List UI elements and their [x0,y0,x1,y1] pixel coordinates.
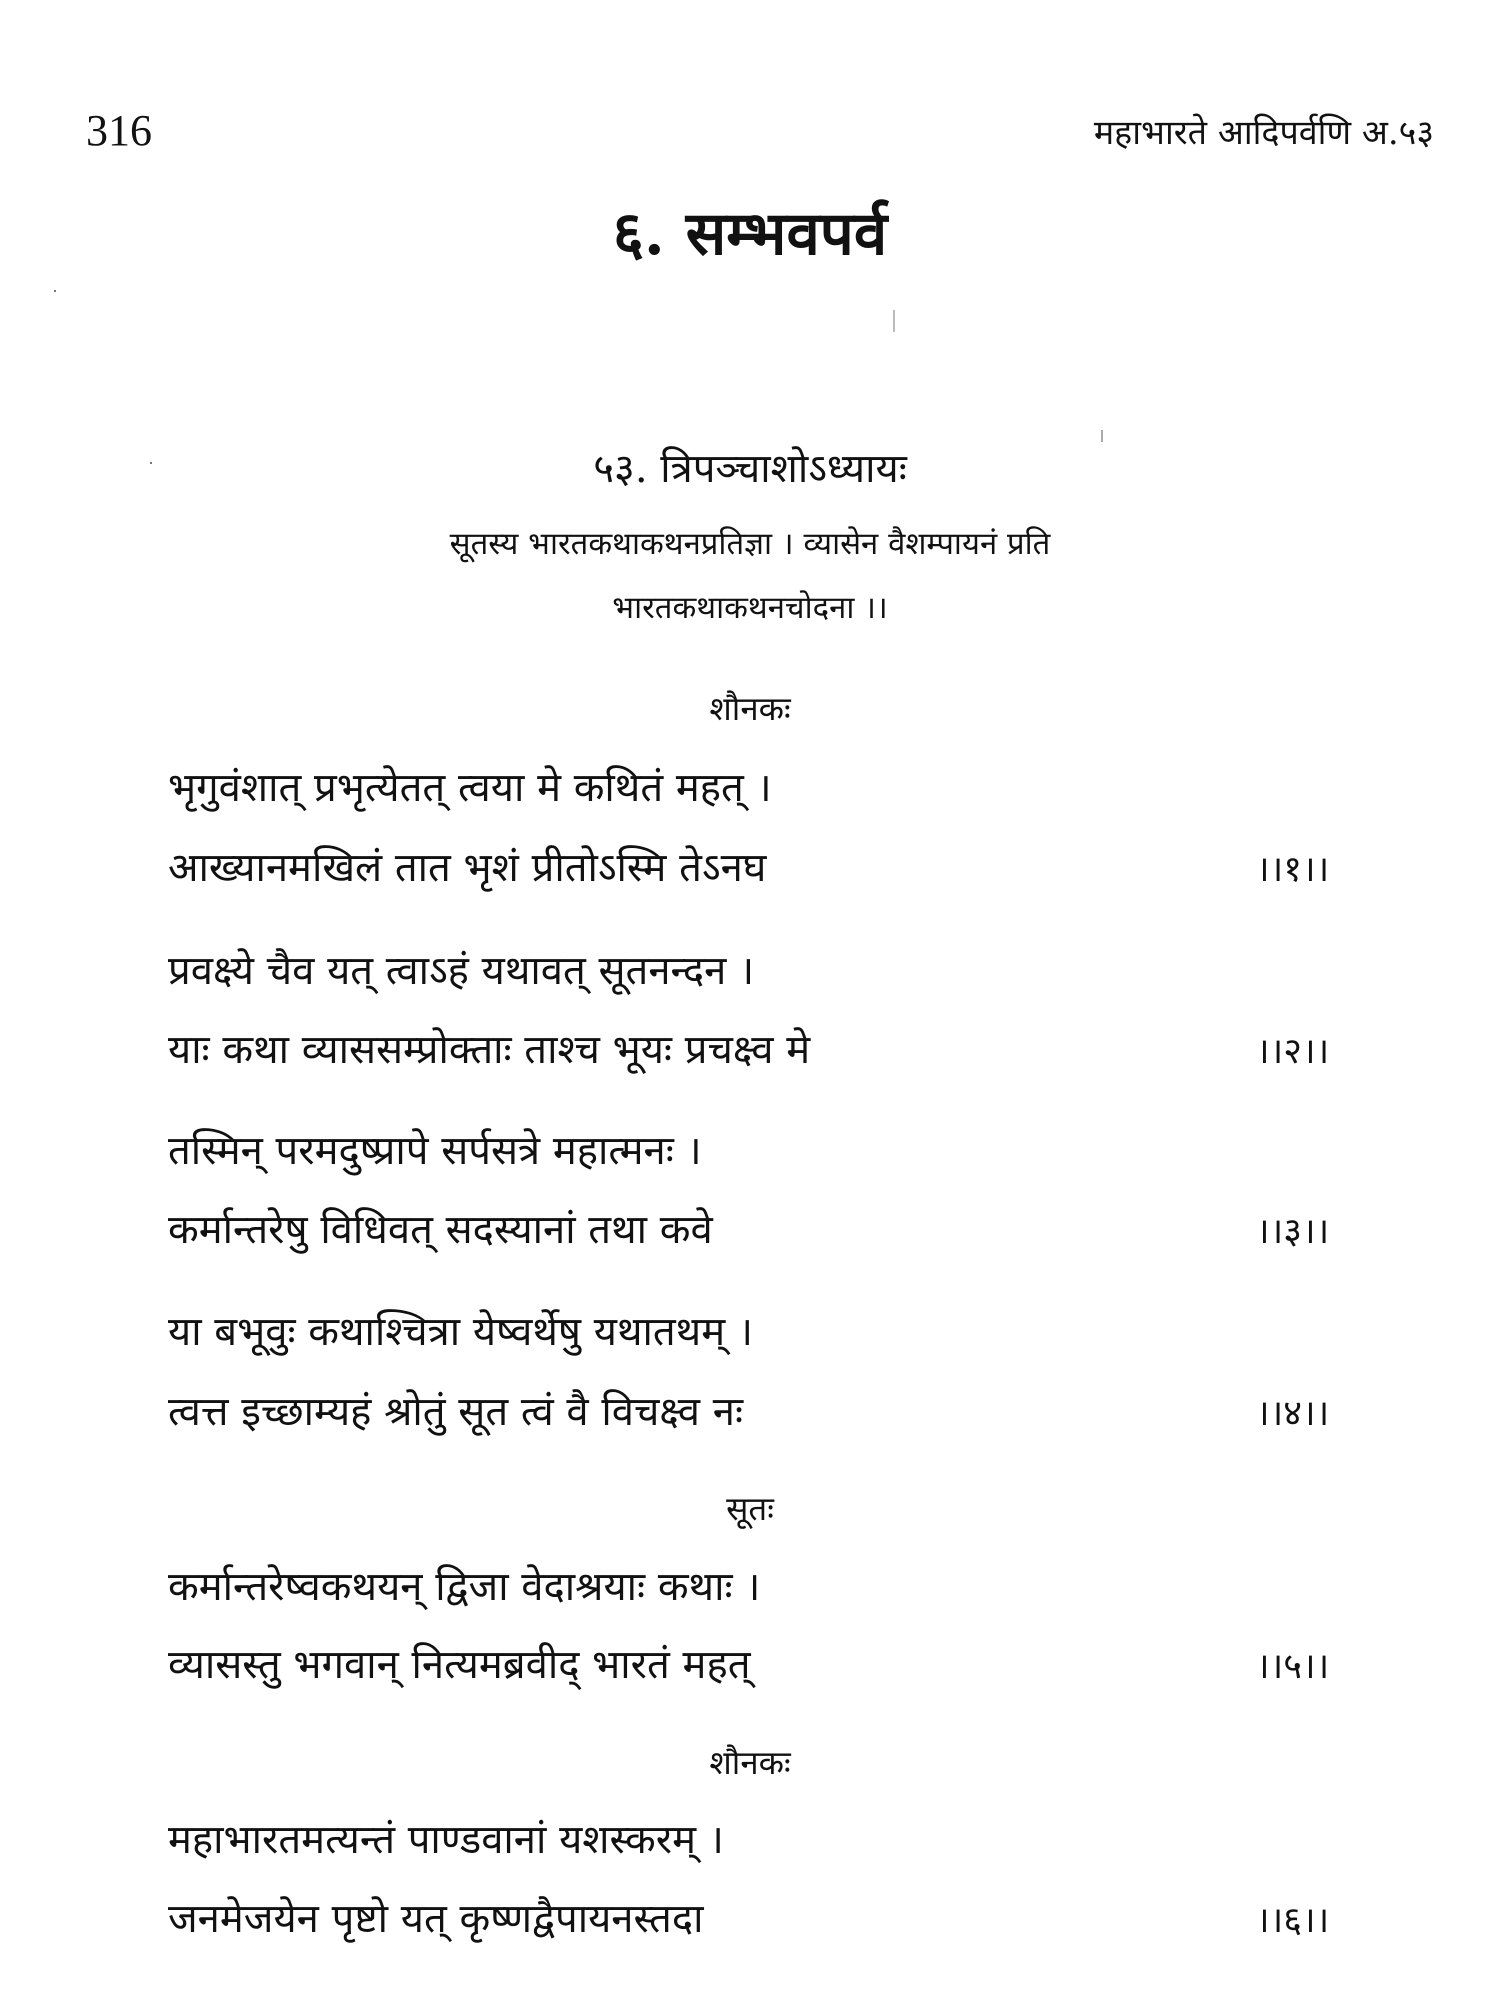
chapter-summary-line: सूतस्य भारतकथाकथनप्रतिज्ञा । व्यासेन वैशम्पायनं प्रति [449,526,1051,562]
speaker-label: शौनकः [709,689,791,728]
scan-speck [54,290,56,292]
verse-number: ।।४।। [1256,1393,1330,1434]
chapter-summary-line: भारतकथाकथनचोदना ।। [612,590,888,626]
page-number: 316 [86,106,152,155]
verse-line: तस्मिन् परमदुष्प्रापे सर्पसत्रे महात्मनः । [168,1128,702,1174]
scan-speck [1101,430,1103,442]
verse-line: याः कथा व्याससम्प्रोक्ताः ताश्च भूयः प्रचक्ष्व मे [168,1027,811,1073]
verse-number: ।।६।। [1256,1900,1330,1941]
parva-title: ६. सम्भवपर्व [612,199,888,269]
verse-line: कर्मान्तरेषु विधिवत् सदस्यानां तथा कवे [168,1207,713,1253]
verse-line: कर्मान्तरेष्वकथयन् द्विजा वेदाश्रयाः कथाः । [168,1564,761,1610]
verse-number: ।।१।। [1256,849,1330,890]
verse-line: व्यासस्तु भगवान् नित्यमब्रवीद् भारतं महत् [168,1642,751,1688]
verse-number: ।।५।। [1256,1646,1330,1687]
verse-line: जनमेजयेन पृष्टो यत् कृष्णद्वैपायनस्तदा [168,1896,704,1942]
verse-line: महाभारतमत्यन्तं पाण्डवानां यशस्करम् । [168,1817,724,1863]
verse-line: भृगुवंशात् प्रभृत्येतत् त्वया मे कथितं महत् । [168,765,772,811]
verse-line: आख्यानमखिलं तात भृशं प्रीतोऽस्मि तेऽनघ [168,845,767,891]
verse-number: ।।२।। [1256,1031,1330,1072]
verse-number: ।।३।। [1256,1211,1330,1252]
chapter-title: ५३. त्रिपञ्चाशोऽध्यायः [593,446,907,492]
speaker-label: शौनकः [709,1743,791,1782]
verse-line: या बभूवुः कथाश्चित्रा येष्वर्थेषु यथातथम् । [168,1309,754,1355]
verse-line: प्रवक्ष्ये चैव यत् त्वाऽहं यथावत् सूतनन्दन । [168,948,755,994]
verse-line: त्वत्त इच्छाम्यहं श्रोतुं सूत त्वं वै विचक्ष्व नः [168,1389,744,1435]
running-header: महाभारते आदिपर्वणि अ.५३ [1093,113,1434,153]
scan-speck [893,310,895,332]
scan-speck [150,462,152,464]
speaker-label: सूतः [726,1489,774,1528]
